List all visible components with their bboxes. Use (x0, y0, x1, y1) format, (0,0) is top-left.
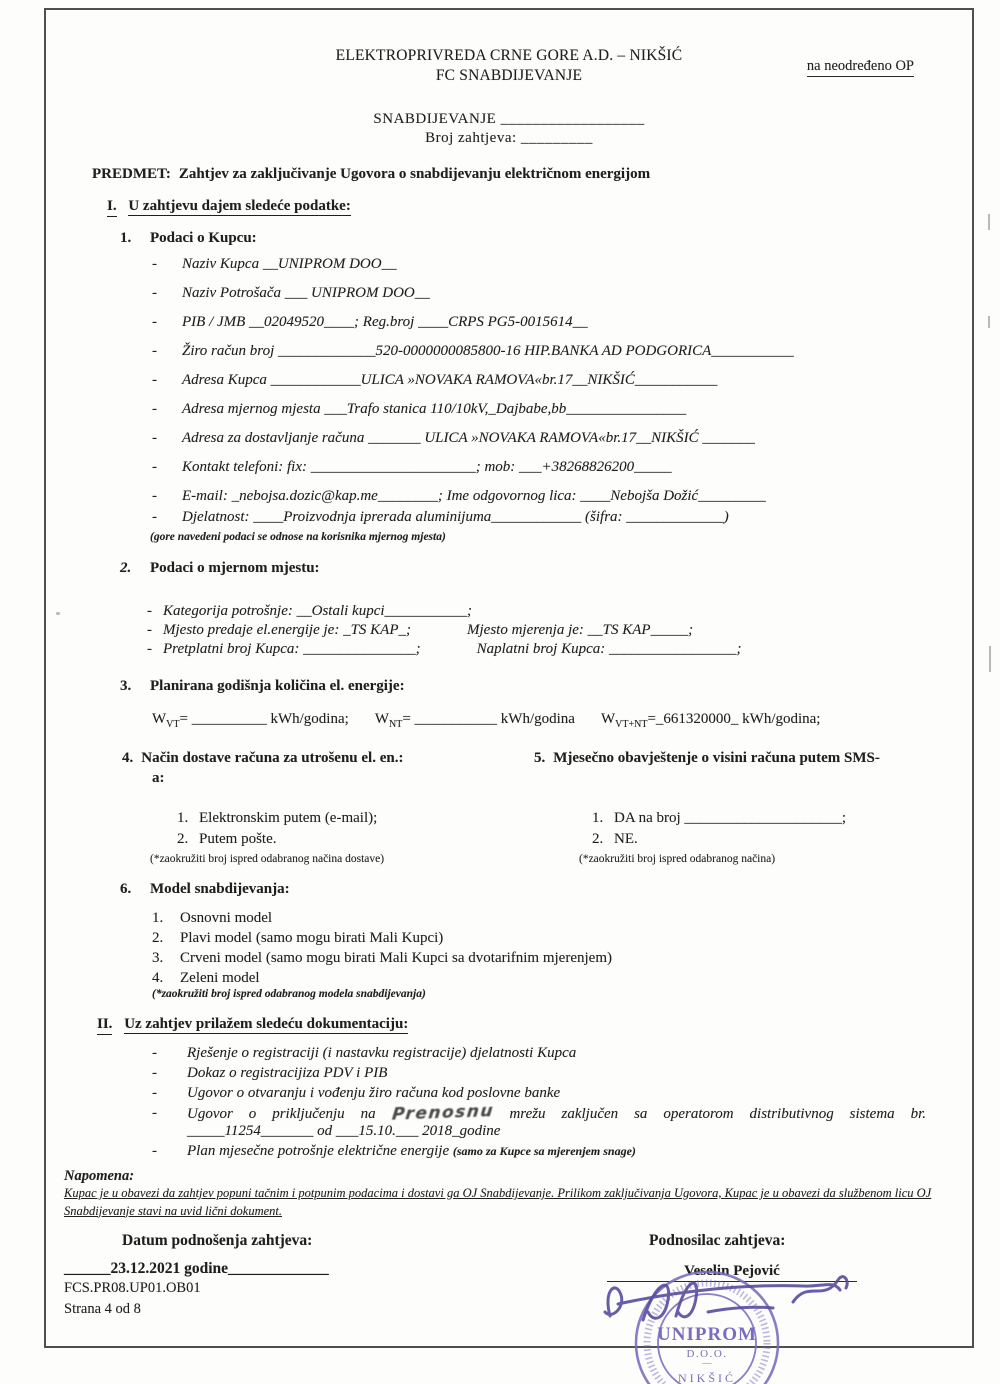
sms-option-no: 2. NE. (592, 831, 638, 847)
document-code: FCS.PR08.UP01.OB01 (64, 1280, 201, 1296)
section6-note: (*zaokružiti broj ispred odabranog modela snabdijevanja) (152, 988, 426, 1000)
field-kontakt-telefoni: - Kontakt telefoni: fix: ______________________; mob: ___+38268826200_____ (152, 459, 672, 475)
document-header (92, 46, 926, 86)
field-email-lice: - E-mail: _nebojsa.dozic@kap.me________; Ime odgovornog lica: ____Nebojša Dožić_________ (152, 488, 766, 504)
part1-title: U zahtjevu dajem sledeće podatke: (128, 198, 351, 214)
field-naziv-kupca: - Naziv Kupca __UNIPROM DOO__ (152, 256, 397, 272)
field-pib-regbroj: - PIB / JMB __02049520____; Reg.broj ____CRPS PG5-0015614__ (152, 314, 588, 330)
section2-heading: 2. Podaci o mjernom mjestu: (120, 560, 320, 576)
doc-pdv-pib: - Dokaz o registracijiza PDV i PIB (152, 1065, 388, 1081)
submitter-name: Veselin Pejović (684, 1263, 780, 1279)
metering-data-list (92, 603, 926, 658)
note-label: Napomena: (64, 1168, 135, 1184)
part1-heading (92, 198, 926, 217)
note-block (64, 1168, 950, 1220)
field-kategorija: - Kategorija potrošnje: __Ostali kupci___________; (147, 603, 473, 619)
section5: 5. Mjesečno obavještenje o visini računa putem SMS- 1. DA na broj _____________________; 2. NE. (*zaokružiti broj ispred odabranog načina) (534, 748, 926, 865)
part2-numeral: II. (97, 1016, 112, 1035)
delivery-option-post: 2. Putem pošte. (177, 831, 277, 847)
svg-text:—: — (702, 1358, 712, 1368)
section1-footnote: (gore navedeni podaci se odnose na korisnika mjernog mjesta) (150, 531, 446, 543)
doc-rjesenje: - Rješenje o registraciji (i nastavku registracije) djelatnosti Kupca (152, 1045, 577, 1061)
doc-ugovor-prikljucenje: - Ugovor o priključenju na Prenosnu mrežu zaključen sa operatorom distributivnog sistema br. _____11254_______ od ___15.10.___ 2018_godine (152, 1101, 927, 1139)
contract-type-note: na neodređeno OP (807, 58, 914, 77)
subject-line (92, 166, 926, 183)
company-division: FC SNABDIJEVANJE (435, 67, 583, 84)
handwritten-signature (588, 1250, 878, 1355)
doc-plan-potrosnje: - Plan mjesečne potrošnje električne energije (samo za Kupce sa mjerenjem snage) (152, 1143, 636, 1159)
field-adresa-mjernog-mjesta: - Adresa mjernog mjesta ___Trafo stanica 110/10kV,_Dajbabe,bb________________ (152, 401, 687, 417)
field-ziro-racun: - Žiro račun broj _____________520-0000000085800-16 HIP.BANKA AD PODGORICA___________ (152, 343, 794, 359)
scan-artifact (56, 612, 60, 615)
model-zeleni: 4. Zeleni model (152, 970, 260, 986)
page-frame (44, 8, 974, 1348)
energy-value: _661320000_ (655, 711, 739, 727)
supply-fields (92, 110, 926, 148)
energy-formula-line: $W_{VT}=$ __________ kWh/godina; $W_{NT}=$ ___________ kWh/godina $W_{VT+NT}=\_661320000\_$ kWh/godina; (152, 711, 821, 730)
part2-title: Uz zahtjev prilažem sledeću dokumentaciju: (124, 1016, 409, 1032)
customer-data-list (92, 256, 926, 526)
model-plavi: 2. Plavi model (samo mogu birati Mali Kupci) (152, 930, 444, 946)
part2-heading (92, 1016, 926, 1035)
scan-artifact (988, 316, 990, 328)
field-naziv-potrosaca: - Naziv Potrošača ___ UNIPROM DOO__ (152, 285, 430, 301)
company-name: ELEKTROPRIVREDA CRNE GORE A.D. – NIKŠIĆ (335, 47, 683, 64)
page-number: Strana 4 od 8 (64, 1301, 141, 1317)
stamp-city: NIKŠIĆ (677, 1371, 737, 1384)
note-text: Kupac je u obavezi da zahtjev popuni tačnim i potpunim podacima i dostavi ga OJ Snabdijevanje. Prilikom zaključivanja Ugovora, Kupac je u obavezi da službenom licu OJ Snabdijevanje stavi na uvid lični dokument. (64, 1186, 932, 1218)
field-adresa-kupca: - Adresa Kupca ____________ULICA »NOVAKA RAMOVA«br.17__NIKŠIĆ___________ (152, 372, 718, 388)
field-djelatnost: - Djelatnost: ____Proizvodnja iprerada aluminijuma____________ (šifra: _____________) (152, 509, 729, 525)
section5-note: (*zaokružiti broj ispred odabranog načina) (579, 853, 776, 865)
delivery-option-email: 1. Elektronskim putem (e-mail); (177, 810, 378, 826)
section3-heading: 3. Planirana godišnja količina el. energije: (120, 678, 405, 694)
subject-text: Zahtjev za zaključivanje Ugovora o snabdijevanju električnom energijom (178, 166, 651, 182)
field-pretplatni-broj: - Pretplatni broj Kupca: _______________; Naplatni broj Kupca: _________________; (147, 641, 742, 657)
part1-numeral: I. (107, 198, 117, 217)
doc-ugovor-banka: - Ugovor o otvaranju i vođenju žiro računa kod poslovne banke (152, 1085, 561, 1101)
section4: 4. Način dostave računa za utrošenu el. en.: a: 1. Elektronskim putem (e-mail); 2. Putem pošte. (*zaokružiti broj ispred odabranog načina dostave) (92, 748, 534, 865)
submitter-label: Podnosilac zahtjeva: (649, 1232, 786, 1249)
field-mjesto-predaje: - Mjesto predaje el.energije je: _TS KAP_; Mjesto mjerenja je: __TS KAP_____; (147, 622, 694, 638)
supply-office-field: SNABDIJEVANJE __________________ (373, 111, 645, 127)
section1-heading: 1. Podaci o Kupcu: (120, 230, 257, 246)
date-label: Datum podnošenja zahtjeva: (122, 1232, 313, 1249)
documents-list (92, 1045, 926, 1160)
section4-note: (*zaokružiti broj ispred odabranog načina dostave) (150, 853, 385, 865)
date-value: ______23.12.2021 godine_____________ (64, 1260, 329, 1277)
scan-artifact (988, 214, 990, 230)
section6: 6. Model snabdijevanja: 1. Osnovni model 2. Plavi model (samo mogu birati Mali Kupci) 3. Crveni model (samo mogu birati Mali Kupci sa dvotarifnim mjerenjem) 4. Zeleni model (*zaokružiti broj ispred odabranog modela snabdijevanja) (92, 881, 926, 1000)
handwritten-prenosnu: Prenosnu (390, 1101, 495, 1125)
field-adresa-dostavljanje: - Adresa za dostavljanje računa _______ ULICA »NOVAKA RAMOVA«br.17__NIKŠIĆ _______ (152, 430, 755, 446)
request-number-field: Broj zahtjeva: _________ (425, 130, 593, 146)
stamp-company-suffix: D.O.O. (686, 1348, 728, 1360)
subject-label: PREDMET: (92, 166, 171, 182)
sms-option-yes: 1. DA na broj _____________________; (592, 810, 847, 826)
model-osnovni: 1. Osnovni model (152, 910, 273, 926)
sections-4-5 (92, 748, 926, 865)
scan-artifact (989, 646, 991, 672)
stamp-company-name: UNIPROM (657, 1324, 757, 1345)
model-crveni: 3. Crveni model (samo mogu birati Mali Kupci sa dvotarifnim mjerenjem) (152, 950, 612, 966)
